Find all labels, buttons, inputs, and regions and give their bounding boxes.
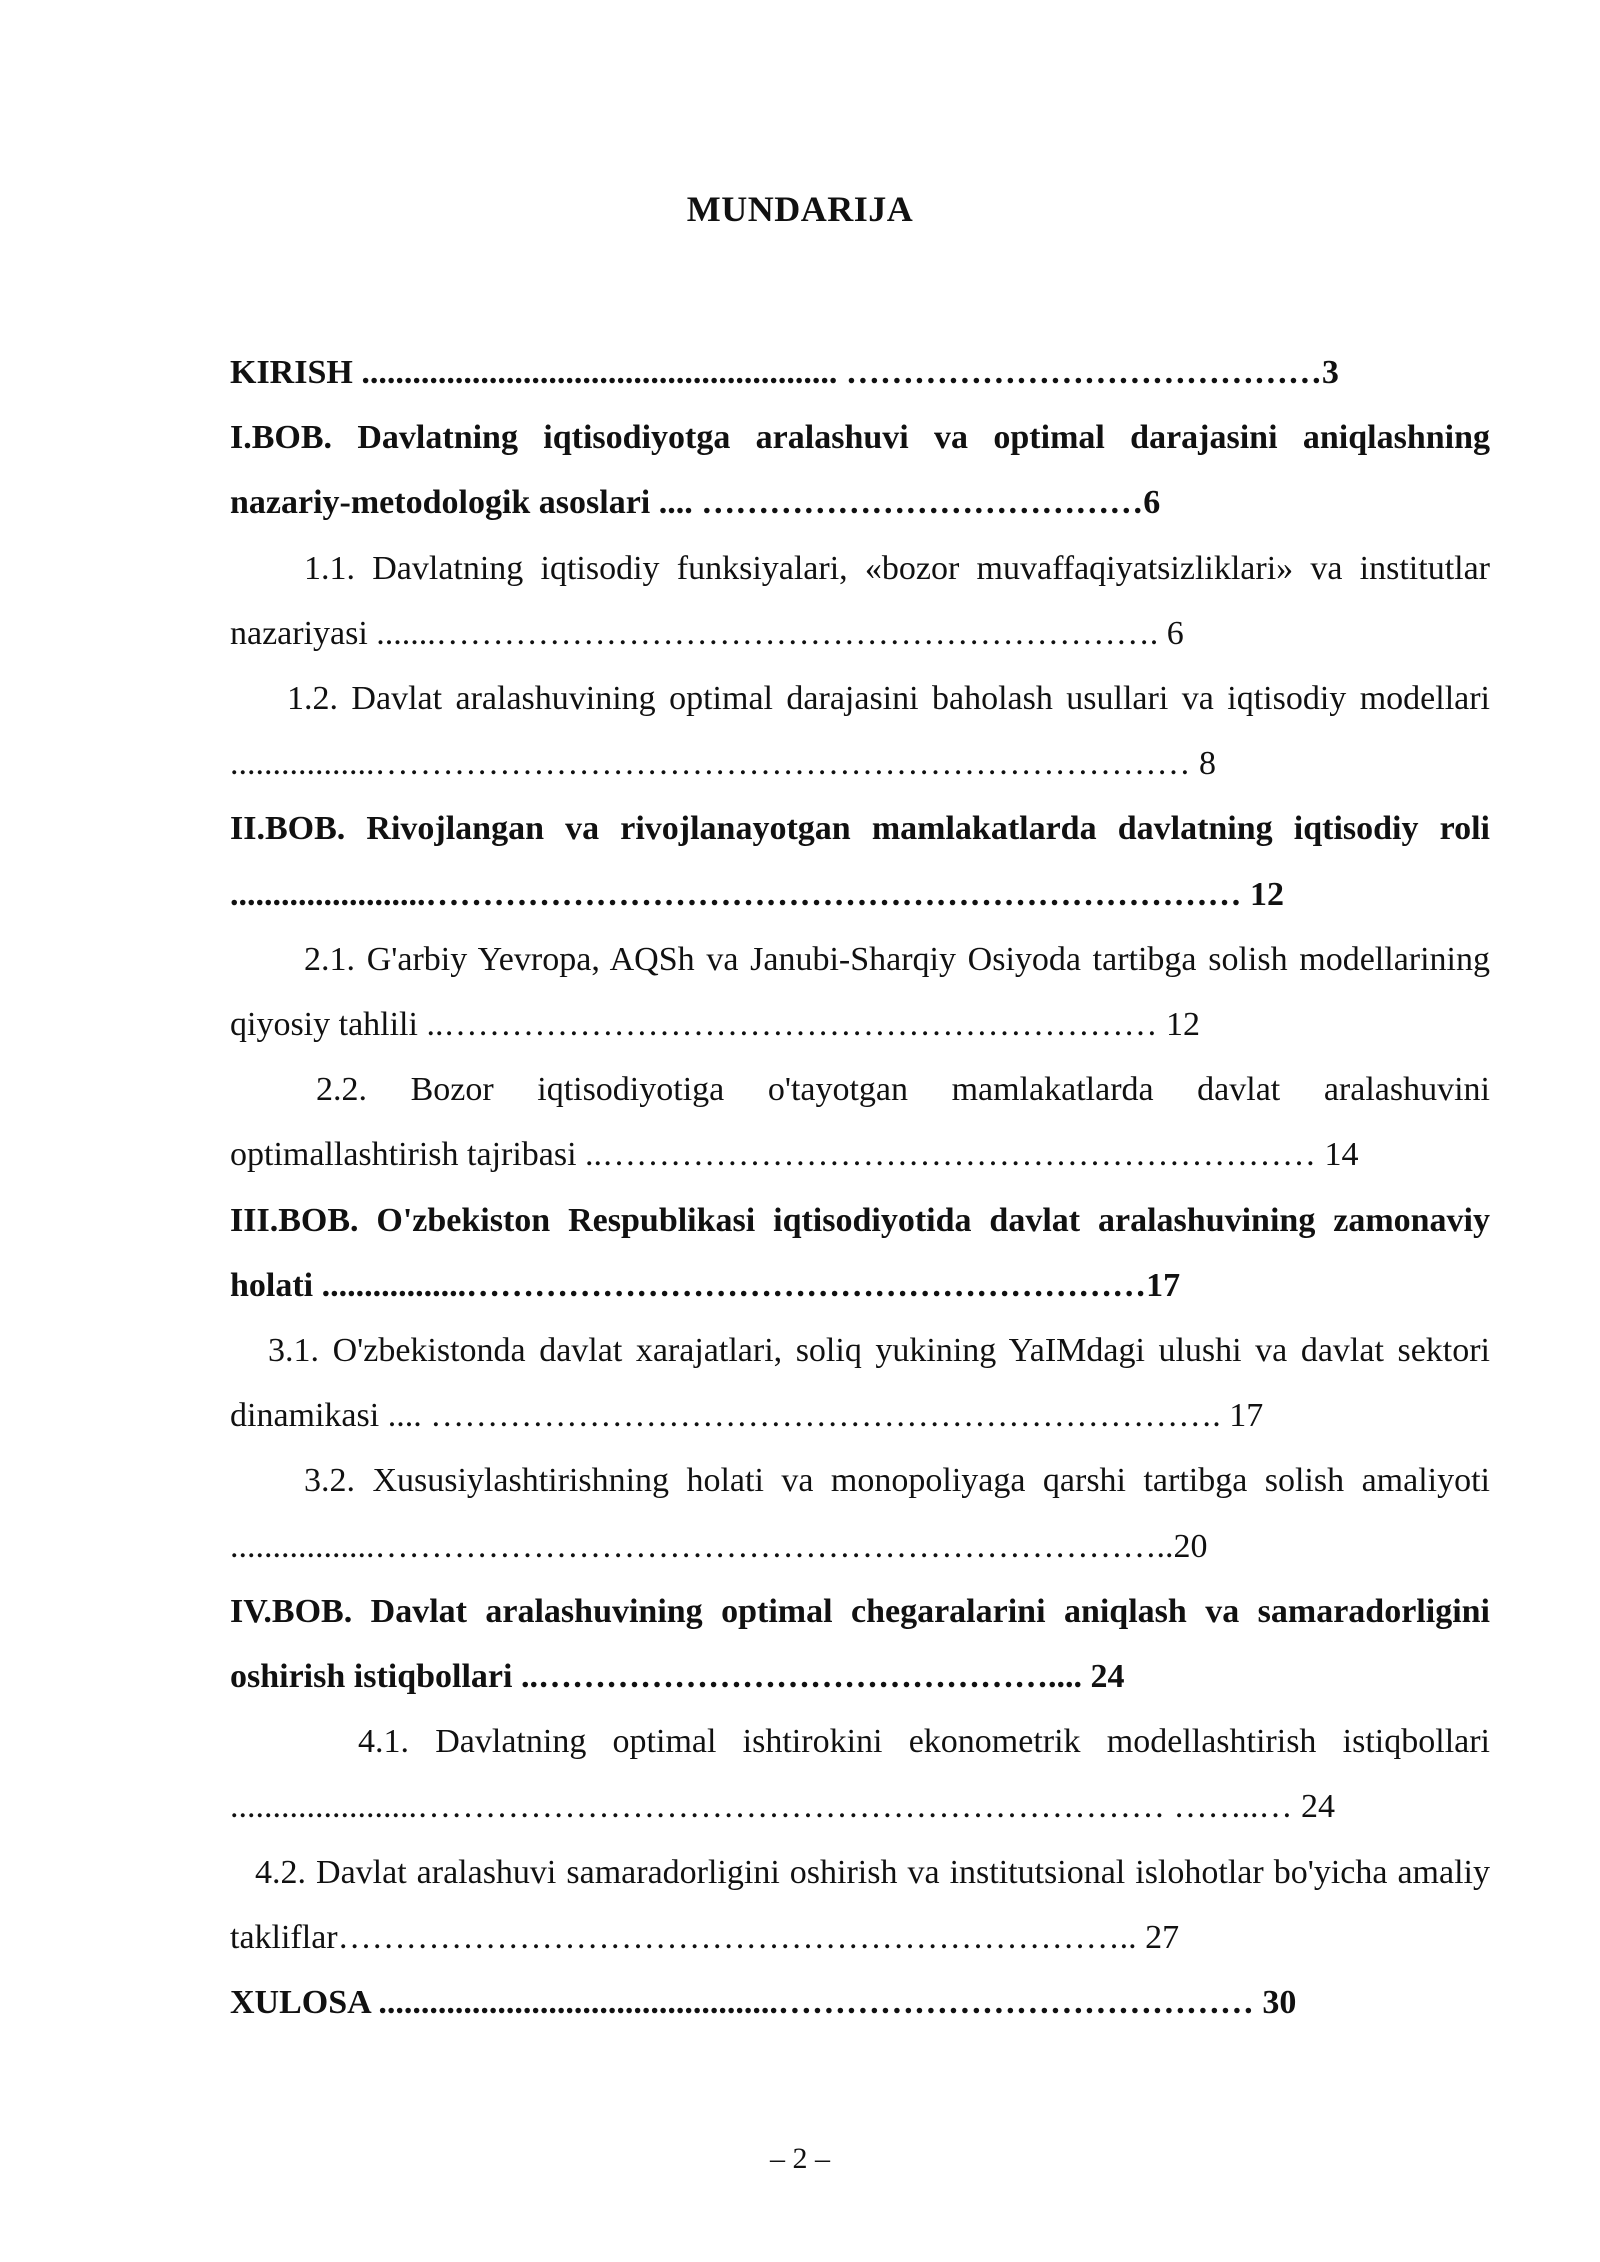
- toc-entry-section-4-2[interactable]: 4.2. Davlat aralashuvi samaradorligini oshirish va institutsional islohotlar bo'yicha amaliy takliflar…………………………………………………………….. 27: [230, 1853, 1490, 1956]
- toc-entry-kirish[interactable]: KIRISH ........................................................ ……………………………………3: [230, 354, 1339, 391]
- toc-entry-chapter-3[interactable]: III.BOB. O'zbekiston Respublikasi iqtisodiyotida davlat aralashuvining zamonaviy holati .................……………………………………………………17: [230, 1201, 1490, 1304]
- table-of-contents: [230, 340, 1490, 2035]
- page-title: MUNDARIJA: [686, 189, 914, 229]
- toc-entry-chapter-1[interactable]: I.BOB. Davlatning iqtisodiyotga aralashuvi va optimal darajasini aniqlashning nazariy-metodologik asoslari .... …………………………………6: [230, 419, 1490, 522]
- page-number: – 2 –: [770, 2142, 830, 2175]
- toc-entry-section-1-2[interactable]: 1.2. Davlat aralashuvining optimal darajasini baholash usullari va iqtisodiy modellari .................……………………………………………………………… 8: [230, 680, 1490, 783]
- toc-entry-xulosa[interactable]: XULOSA ...............................................…………………………………… 30: [230, 1984, 1297, 2022]
- toc-entry-section-2-2[interactable]: 2.2. Bozor iqtisodiyotiga o'tayotgan mamlakatlarda davlat aralashuvini optimallashtirish tajribasi ..……………………………………………………… 14: [230, 1071, 1490, 1174]
- toc-entry-section-3-2[interactable]: 3.2. Xususiylashtirishning holati va monopoliyaga qarshi tartibga solish amaliyoti .................……………………………………………………………..20: [230, 1462, 1490, 1565]
- toc-entry-section-1-1[interactable]: 1.1. Davlatning iqtisodiy funksiyalari, «bozor muvaffaqiyatsizliklari» va institutlar nazariyasi .......………………………………………………………. 6: [230, 549, 1490, 652]
- toc-entry-section-4-1[interactable]: 4.1. Davlatning optimal ishtirokini ekonometrik modellashtirish istiqbollari ......................………………………………………………………… ……..… 24: [230, 1723, 1490, 1826]
- toc-entry-section-3-1[interactable]: 3.1. O'zbekistonda davlat xarajatlari, soliq yukining YaIMdagi ulushi va davlat sektori dinamikasi .... ……………………………………………………………. 17: [230, 1332, 1490, 1435]
- toc-entry-section-2-1[interactable]: 2.1. G'arbiy Yevropa, AQSh va Janubi-Sharqiy Osiyoda tartibga solish modellarining qiyosiy tahlili ..……………………………………………………… 12: [230, 940, 1490, 1044]
- toc-entry-chapter-2[interactable]: II.BOB. Rivojlangan va rivojlanayotgan mamlakatlarda davlatning iqtisodiy roli .......................……………………………………………………………… 12: [230, 810, 1490, 913]
- toc-entry-chapter-4[interactable]: IV.BOB. Davlat aralashuvining optimal chegaralarini aniqlash va samaradorligini oshirish istiqbollari ..……………………………………….... 24: [230, 1592, 1490, 1696]
